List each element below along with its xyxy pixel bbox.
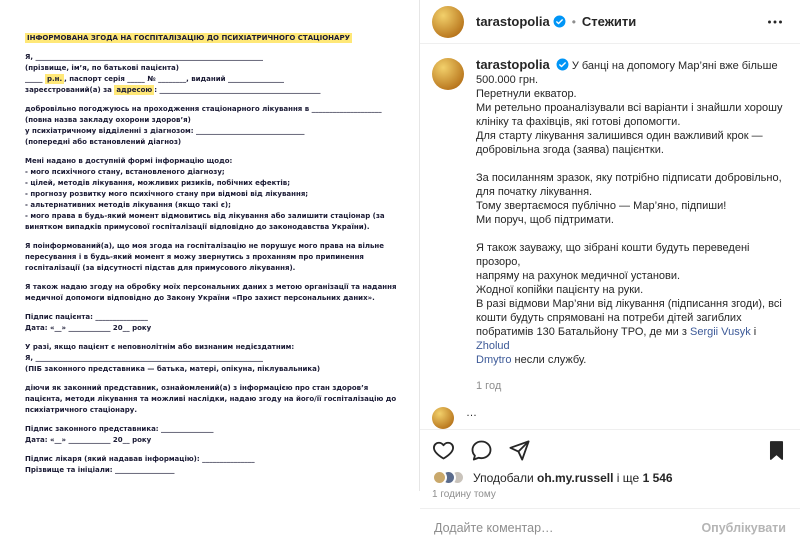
doc-block — [25, 137, 405, 148]
text-segment: Я поінформований(а), що моя згода на госпіталізацію не порушує мого права на вільне пересування і в будь-який момент я можу звернутись з проханням про припинення госпіталізації (за відсутності підстав для примусового лікування). — [25, 242, 387, 272]
likes-text — [473, 471, 673, 485]
post-details-pane — [420, 0, 800, 535]
comment-bubble-icon[interactable] — [470, 439, 493, 462]
cap-line — [476, 283, 786, 297]
text-segment-hl: ІНФОРМОВАНА ЗГОДА НА ГОСПІТАЛІЗАЦІЮ ДО ПСИХІАТРИЧНОГО СТАЦІОНАРУ — [27, 34, 350, 42]
text-segment: Підпис лікаря (який надавав інформацію): _______________ — [25, 455, 255, 463]
text-segment: Жодної копійки пацієнту на руки. — [476, 284, 644, 296]
likes-row — [420, 467, 800, 485]
doc-block — [25, 353, 405, 364]
doc-block — [25, 52, 405, 63]
text-segment: побратимів 130 Батальйону ТРО, де ми з — [476, 326, 690, 338]
cap-line — [476, 353, 786, 367]
doc-block — [25, 241, 405, 274]
text-segment: - альтернативних методів лікування (якщо такі є); — [25, 201, 231, 209]
actions-block — [420, 429, 800, 508]
doc-block — [25, 435, 405, 446]
cap-line — [476, 227, 786, 241]
doc-block — [25, 364, 405, 375]
text-segment: Для старту лікування залишився один важливий крок — — [476, 130, 763, 142]
text-segment-hl: адресою — [116, 86, 153, 94]
doc-block — [25, 465, 405, 476]
caption-lines — [476, 73, 786, 367]
verified-badge-icon — [553, 15, 566, 28]
doc-block — [25, 200, 405, 211]
text-segment: Мені надано в доступній формі інформацію щодо: — [25, 157, 233, 165]
text-segment: - цілей, методів лікування, можливих ризиків, побічних ефектів; — [25, 179, 291, 187]
liker-username[interactable]: oh.my.russell — [536, 470, 614, 485]
text-segment: Підпис законного представника: _______________ — [25, 425, 214, 433]
cap-line — [476, 143, 786, 157]
text-segment: кошти будуть спрямовані на потреби дітей загиблих — [476, 312, 742, 324]
text-segment: Дата: «__» ____________ 20__ року — [25, 436, 152, 444]
text-segment: В разі відмови Мар’яни від лікування (підписання згоди), всі — [476, 298, 782, 310]
comment-input[interactable] — [434, 521, 691, 535]
cap-line — [476, 311, 786, 325]
doc-block — [25, 178, 405, 189]
action-icons-row — [420, 430, 800, 467]
doc-block — [25, 126, 405, 137]
text-segment: Підпис пацієнта: _______________ — [25, 313, 148, 321]
text-segment: і — [750, 326, 757, 338]
cap-line — [476, 325, 786, 353]
cap-line — [476, 213, 786, 227]
text-segment: для початку лікування. — [476, 186, 593, 198]
caption-text-column — [476, 58, 786, 393]
cap-line — [476, 297, 786, 311]
cap-line — [476, 241, 786, 269]
text-segment: Я також зауважу, що зібрані кошти будуть переведені прозоро, — [476, 242, 750, 268]
text-segment: За посиланням зразок, яку потрібно підписати добровільно, — [476, 172, 782, 184]
text-segment: зареєстрований(а) за — [25, 86, 115, 94]
text-segment: несли службу. — [511, 354, 587, 366]
text-segment: добровільно погоджуюсь на проходження стаціонарного лікування в ____________________ — [25, 105, 382, 113]
text-segment: _____ — [25, 75, 45, 83]
text-segment: - мого психічного стану, встановленого діагнозу; — [25, 168, 225, 176]
cap-line — [476, 185, 786, 199]
likers-facepile[interactable] — [432, 470, 465, 485]
text-segment: - мого права в будь-який момент відмовитись від лікування або залишити стаціонар (за винятком випадків примусової госпіталізації відповідно до законодавства України). — [25, 212, 388, 231]
doc-block — [25, 74, 405, 85]
text-segment: (прізвище, ім’я, по батькові пацієнта) — [25, 64, 179, 72]
doc-block — [25, 33, 405, 44]
cap-line — [476, 157, 786, 171]
comments-scroll-area[interactable] — [420, 44, 800, 429]
share-plane-icon[interactable] — [508, 439, 531, 462]
like-heart-icon[interactable] — [432, 439, 455, 462]
text-segment: 500.000 грн. — [476, 74, 539, 86]
liker-avatar — [432, 470, 447, 485]
partial-comment — [432, 407, 786, 429]
dot-separator: • — [571, 14, 576, 29]
doc-block — [25, 63, 405, 74]
text-segment: Я також надаю згоду на обробку моїх персональних даних з метою організації та надання медичної допомоги відповідно до Закону України «Про захист персональних даних». — [25, 283, 399, 302]
text-segment: Дата: «__» ____________ 20__ року — [25, 324, 152, 332]
author-username[interactable]: tarastopolia — [476, 14, 550, 29]
text-segment: Перетнули екватор. — [476, 88, 577, 100]
caption-avatar[interactable] — [432, 58, 464, 90]
doc-block — [25, 189, 405, 200]
text-segment: Ми ретельно проаналізували всі варіанти і знайшли хорошу — [476, 102, 783, 114]
consent-document — [25, 33, 405, 476]
likes-middle: і ще — [613, 470, 643, 485]
doc-block — [25, 85, 405, 96]
post-header — [420, 0, 800, 44]
text-segment: (ПІБ законного представника — батька, матері, опікуна, піклувальника) — [25, 365, 321, 373]
cap-line — [476, 269, 786, 283]
text-segment: Ми поруч, щоб підтримати. — [476, 214, 614, 226]
text-segment: Я, _________________________________________________________________ — [25, 53, 263, 61]
cap-line — [476, 171, 786, 185]
cap-line — [476, 101, 786, 115]
post-image-document — [0, 0, 420, 491]
follow-button[interactable]: Стежити — [581, 14, 637, 29]
doc-block — [25, 167, 405, 178]
partial-comment-text: … — [466, 407, 477, 419]
doc-block — [25, 282, 405, 304]
likes-count[interactable]: 1 546 — [642, 470, 673, 485]
save-bookmark-icon[interactable] — [765, 439, 788, 462]
text-segment-blue: Sergii Vusyk — [689, 326, 751, 338]
text-segment: Тому звертаємося публічно — Мар’яно, підпиши! — [476, 200, 727, 212]
text-segment: (попередні або встановлений діагноз) — [25, 138, 182, 146]
commenter-avatar[interactable] — [432, 407, 454, 429]
text-segment: діючи як законний представник, ознайомлений(а) з інформацією про стан здоров’я пацієнта, методи лікування та можливі наслідки, надаю згоду на його/її госпіталізацію до психіатричного стаціонару. — [25, 384, 399, 414]
author-avatar[interactable] — [432, 6, 464, 38]
doc-block — [25, 156, 405, 167]
text-segment: - прогнозу розвитку мого психічного стану при відмові від лікування; — [25, 190, 309, 198]
text-segment: клініку та фахівців, які готові допомогти. — [476, 116, 681, 128]
more-options-icon[interactable] — [764, 11, 786, 33]
text-segment: добровільна згода (заява) пацієнтки. — [476, 144, 664, 156]
caption-text: У банці на допомогу Мар’яні вже більше — [571, 60, 778, 72]
cap-line — [476, 199, 786, 213]
text-segment: (повна назва закладу охорони здоров’я) — [25, 116, 191, 124]
doc-block — [25, 454, 405, 465]
text-segment-blue: Zholud — [476, 340, 510, 352]
cap-line — [476, 73, 786, 87]
text-segment-hl: р.н. — [46, 75, 63, 83]
doc-block — [25, 383, 405, 416]
verified-badge-icon — [556, 58, 569, 71]
text-segment: : ______________________________________________ — [154, 86, 321, 94]
text-segment: напряму на рахунок медичної установи. — [476, 270, 681, 282]
likes-prefix: Уподобали — [473, 470, 537, 485]
doc-block — [25, 211, 405, 233]
caption-timestamp: 1 год — [476, 380, 502, 392]
doc-block — [25, 323, 405, 334]
text-segment: , паспорт серія _____ № ________, виданий ________________ — [64, 75, 284, 83]
post-comment-button[interactable]: Опублікувати — [701, 520, 786, 535]
text-segment-blue: Dmytro — [476, 354, 512, 366]
cap-line — [476, 129, 786, 143]
caption-username[interactable]: tarastopolia — [476, 57, 550, 72]
doc-block — [25, 342, 405, 353]
doc-block — [25, 115, 405, 126]
comment-bar — [420, 508, 800, 546]
text-segment: Я, _________________________________________________________________ — [25, 354, 263, 362]
doc-block — [25, 312, 405, 323]
cap-line — [476, 115, 786, 129]
caption-row — [432, 58, 786, 393]
doc-block — [25, 104, 405, 115]
cap-line — [476, 87, 786, 101]
text-segment: Прізвище та ініціали: _________________ — [25, 466, 175, 474]
caption-first-line — [476, 58, 786, 73]
text-segment: у психіатричному відділенні з діагнозом: _______________________________ — [25, 127, 305, 135]
text-segment: У разі, якщо пацієнт є неповнолітнім або визнаним недієздатним: — [25, 343, 295, 351]
posted-ago: 1 годину тому — [432, 489, 496, 500]
doc-block — [25, 424, 405, 435]
